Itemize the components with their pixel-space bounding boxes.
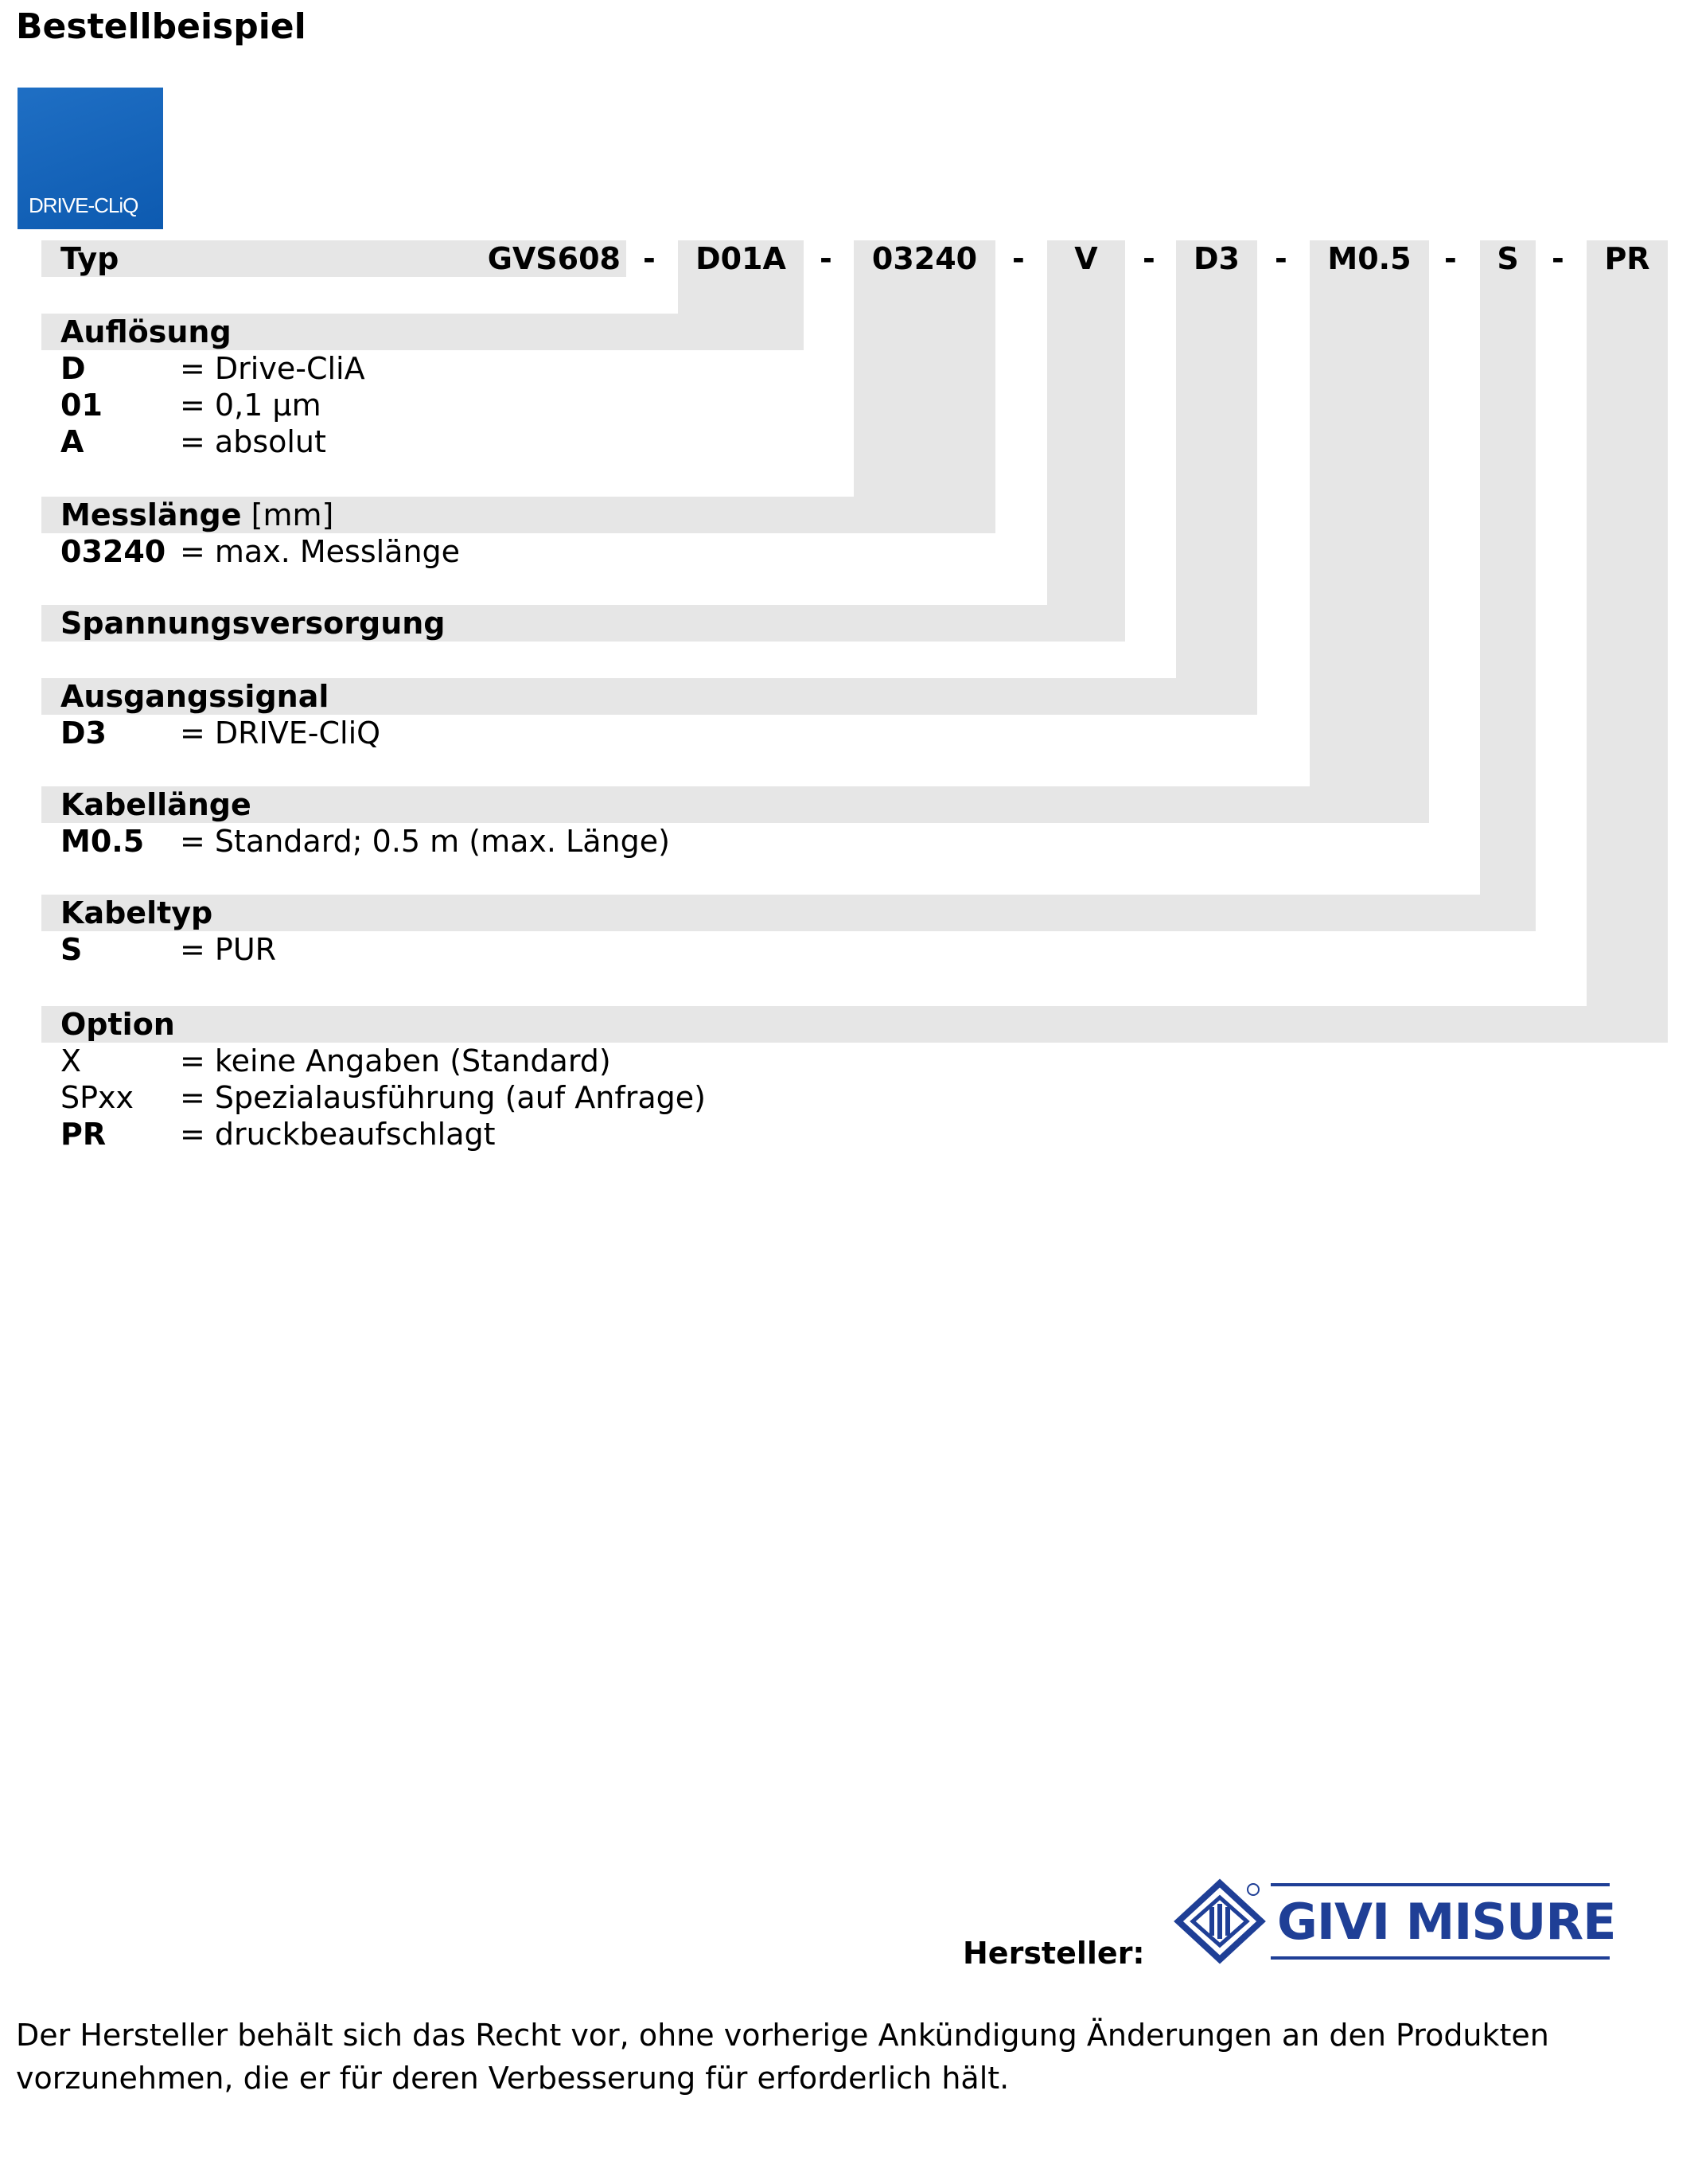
kabeltyp-key: S (60, 932, 83, 967)
column-pr (1587, 240, 1668, 1043)
option-key: SPxx (60, 1080, 134, 1115)
code-segment-03240: 03240 (871, 241, 978, 276)
option-value: = keine Angaben (Standard) (180, 1043, 611, 1078)
kabellaenge-key: M0.5 (60, 824, 145, 859)
section-title-aufloesung: Auflösung (60, 314, 232, 349)
code-segment-gvs608: GVS608 (487, 241, 621, 276)
code-segment-d3: D3 (1194, 241, 1240, 276)
manufacturer-label: Hersteller: (963, 1936, 1145, 1971)
messlaenge-title: Messlänge (60, 497, 242, 532)
disclaimer-text: Der Hersteller behält sich das Recht vor, ohne vorherige Ankündigung Änderungen an den Produkten vorzunehmen, die er für deren Verbesserung für erforderlich hält. (16, 2018, 1549, 2096)
ausgang-key: D3 (60, 716, 107, 751)
messlaenge-unit: [mm] (251, 497, 334, 532)
section-title-kabeltyp: Kabeltyp (60, 895, 213, 930)
kabellaenge-value: = Standard; 0.5 m (max. Länge) (180, 824, 670, 859)
code-separator: - (820, 241, 832, 276)
section-title-messlaenge (60, 497, 333, 533)
aufloesung-key: A (60, 424, 84, 459)
code-segment-d01a: D01A (695, 241, 786, 276)
code-separator: - (1012, 241, 1025, 276)
code-segment-s: S (1497, 241, 1519, 276)
section-bar-kabeltyp (41, 895, 1536, 931)
option-value: = druckbeaufschlagt (180, 1117, 496, 1152)
column-v (1047, 240, 1125, 606)
code-separator: - (1275, 241, 1287, 276)
section-title-spannung: Spannungsversorgung (60, 606, 446, 641)
aufloesung-value: = 0,1 µm (180, 388, 321, 423)
type-label: Typ (60, 241, 119, 276)
aufloesung-value: = absolut (180, 424, 326, 459)
drive-cliq-logo (18, 88, 163, 229)
option-key: PR (60, 1117, 107, 1152)
section-title-ausgang: Ausgangssignal (60, 679, 329, 714)
code-segment-v: V (1074, 241, 1098, 276)
kabeltyp-value: = PUR (180, 932, 277, 967)
section-bar-option (41, 1006, 1668, 1043)
column-m05 (1310, 240, 1429, 823)
code-separator: - (1552, 241, 1564, 276)
code-separator: - (643, 241, 656, 276)
code-segment-m05: M0.5 (1327, 241, 1412, 276)
drive-cliq-logo-text: DRIVE-CLiQ (29, 193, 138, 217)
code-segment-pr: PR (1604, 241, 1650, 276)
page-title: Bestellbeispiel (16, 6, 306, 47)
column-d3 (1176, 240, 1257, 715)
aufloesung-key: 01 (60, 388, 103, 423)
code-separator: - (1143, 241, 1155, 276)
code-separator: - (1444, 241, 1457, 276)
option-value: = Spezialausführung (auf Anfrage) (180, 1080, 706, 1115)
messlaenge-value: = max. Messlänge (180, 534, 461, 569)
section-title-option: Option (60, 1007, 175, 1042)
aufloesung-key: D (60, 351, 86, 386)
messlaenge-key: 03240 (60, 534, 166, 569)
option-key: X (60, 1043, 82, 1078)
column-s (1480, 240, 1536, 931)
ausgang-value: = DRIVE-CliQ (180, 716, 381, 751)
givi-misure-logo-text: GIVI MISURE (1277, 1893, 1616, 1951)
aufloesung-value: = Drive-CliA (180, 351, 365, 386)
section-title-kabellaenge: Kabellänge (60, 787, 251, 822)
column-03240 (854, 240, 995, 498)
givi-misure-logo (1174, 1878, 1619, 1969)
